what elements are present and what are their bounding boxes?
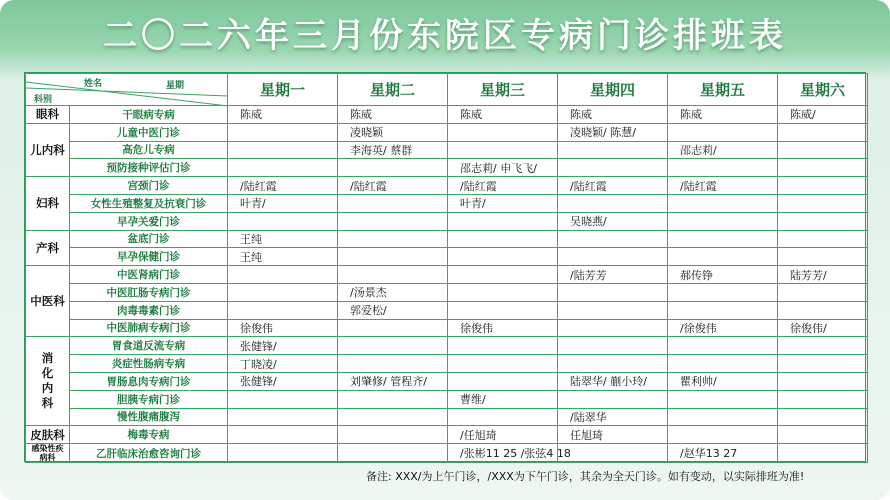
department-cell: 感染性疾病科	[26, 444, 70, 463]
schedule-cell-mon	[228, 444, 338, 463]
schedule-cell-sat: 陈威/	[778, 106, 868, 124]
schedule-cell-fri: 陈威	[668, 106, 778, 124]
department-cell: 眼科	[26, 106, 70, 124]
day-header-tue: 星期二	[338, 74, 448, 106]
schedule-cell-sat	[778, 177, 868, 195]
schedule-cell-thu	[558, 248, 668, 266]
schedule-cell-wed: /陆红霞	[448, 177, 558, 195]
weekday-label: 星期	[166, 81, 185, 91]
schedule-cell-wed	[448, 266, 558, 284]
schedule-cell-sat	[778, 123, 868, 141]
schedule-cell-tue: 李海英/ 蔡群	[338, 141, 448, 159]
clinic-name-cell: 儿童中医门诊	[70, 123, 228, 141]
schedule-cell-wed	[448, 372, 558, 390]
clinic-name-cell: 早孕关爱门诊	[70, 212, 228, 230]
schedule-cell-tue	[338, 426, 448, 444]
clinic-name-cell: 中医肺病专病门诊	[70, 319, 228, 337]
schedule-cell-wed	[448, 212, 558, 230]
schedule-cell-fri: 瞿利帅/	[668, 372, 778, 390]
schedule-cell-fri	[668, 426, 778, 444]
schedule-cell-mon	[228, 141, 338, 159]
name-label: 姓名	[84, 79, 103, 89]
schedule-cell-thu	[558, 444, 668, 463]
schedule-cell-sat	[778, 301, 868, 319]
schedule-cell-wed: 曹维/	[448, 390, 558, 408]
header-row	[26, 74, 868, 106]
clinic-name-cell: 预防接种评估门诊	[70, 159, 228, 177]
schedule-cell-wed: 徐俊伟	[448, 319, 558, 337]
clinic-name-cell: 干眼病专病	[70, 106, 228, 124]
table-row	[26, 301, 868, 319]
schedule-cell-tue	[338, 390, 448, 408]
clinic-name-cell: 宫颈门诊	[70, 177, 228, 195]
schedule-cell-thu: 陈威	[558, 106, 668, 124]
table-row	[26, 266, 868, 284]
table-row	[26, 123, 868, 141]
corner-diagonal	[26, 74, 228, 106]
schedule-cell-fri	[668, 194, 778, 212]
schedule-cell-sat	[778, 194, 868, 212]
schedule-cell-fri	[668, 159, 778, 177]
schedule-cell-mon: 张健锋/	[228, 337, 338, 355]
schedule-cell-wed	[448, 337, 558, 355]
department-cell: 儿内科	[26, 123, 70, 176]
schedule-table-wrapper	[24, 72, 866, 462]
clinic-name-cell: 中医肾病门诊	[70, 266, 228, 284]
department-cell: 皮肤科	[26, 426, 70, 444]
table-row	[26, 194, 868, 212]
schedule-cell-tue: /陆红霞	[338, 177, 448, 195]
schedule-cell-fri	[668, 248, 778, 266]
table-row	[26, 283, 868, 301]
day-header-thu: 星期四	[558, 74, 668, 106]
schedule-cell-tue: 陈威	[338, 106, 448, 124]
department-cell: 消化内科	[26, 337, 70, 426]
schedule-cell-tue	[338, 266, 448, 284]
table-row	[26, 212, 868, 230]
schedule-cell-tue	[338, 444, 448, 463]
schedule-cell-sat: 陆芳芳/	[778, 266, 868, 284]
clinic-name-cell: 梅毒专病	[70, 426, 228, 444]
clinic-name-cell: 炎症性肠病专病	[70, 355, 228, 373]
page-title: 二〇二六年三月份东院区专病门诊排班表	[103, 16, 787, 56]
schedule-cell-thu: 任旭琦	[558, 426, 668, 444]
schedule-cell-tue	[338, 194, 448, 212]
table-row	[26, 159, 868, 177]
schedule-cell-wed	[448, 248, 558, 266]
schedule-cell-thu	[558, 301, 668, 319]
schedule-cell-thu	[558, 194, 668, 212]
schedule-cell-mon	[228, 283, 338, 301]
table-row	[26, 319, 868, 337]
schedule-cell-sat	[778, 212, 868, 230]
schedule-cell-wed: /任旭琦	[448, 426, 558, 444]
schedule-cell-wed	[448, 301, 558, 319]
table-row	[26, 337, 868, 355]
schedule-cell-tue	[338, 248, 448, 266]
schedule-cell-fri: /徐俊伟	[668, 319, 778, 337]
department-cell: 中医科	[26, 266, 70, 337]
schedule-cell-mon: 丁晓凌/	[228, 355, 338, 373]
day-header-sat: 星期六	[778, 74, 868, 106]
clinic-name-cell: 胃食道反流专病	[70, 337, 228, 355]
schedule-cell-sat	[778, 355, 868, 373]
schedule-cell-fri	[668, 230, 778, 248]
schedule-cell-tue	[338, 230, 448, 248]
schedule-cell-thu	[558, 141, 668, 159]
clinic-name-cell: 盆底门诊	[70, 230, 228, 248]
schedule-cell-sat	[778, 408, 868, 426]
schedule-cell-wed: 陈威	[448, 106, 558, 124]
schedule-cell-mon: 徐俊伟	[228, 319, 338, 337]
schedule-cell-tue	[338, 355, 448, 373]
schedule-cell-sat	[778, 390, 868, 408]
schedule-cell-fri	[668, 355, 778, 373]
table-row	[26, 248, 868, 266]
schedule-cell-mon	[228, 123, 338, 141]
schedule-cell-thu: 陆翠华/ 蒯小玲/	[558, 372, 668, 390]
schedule-cell-thu: 凌晓颖/ 陈慧/	[558, 123, 668, 141]
schedule-cell-fri	[668, 283, 778, 301]
table-row	[26, 355, 868, 373]
clinic-name-cell: 早孕保健门诊	[70, 248, 228, 266]
schedule-cell-mon	[228, 390, 338, 408]
schedule-cell-tue	[338, 337, 448, 355]
day-header-mon: 星期一	[228, 74, 338, 106]
table-row	[26, 444, 868, 463]
clinic-name-cell: 胃肠息肉专病门诊	[70, 372, 228, 390]
schedule-cell-wed	[448, 141, 558, 159]
clinic-name-cell: 慢性腹痛腹泻	[70, 408, 228, 426]
schedule-cell-fri	[668, 123, 778, 141]
schedule-cell-wed: /张彬11 25 /张弦4 18	[448, 444, 558, 463]
schedule-cell-fri: 邵志莉/	[668, 141, 778, 159]
schedule-cell-mon: 王纯	[228, 248, 338, 266]
table-row	[26, 372, 868, 390]
schedule-cell-sat	[778, 248, 868, 266]
schedule-cell-sat	[778, 372, 868, 390]
table-row	[26, 230, 868, 248]
schedule-cell-wed	[448, 230, 558, 248]
schedule-cell-mon	[228, 266, 338, 284]
day-header-fri: 星期五	[668, 74, 778, 106]
schedule-cell-tue	[338, 319, 448, 337]
schedule-cell-mon: 张健锋/	[228, 372, 338, 390]
schedule-cell-fri: /陆红霞	[668, 177, 778, 195]
schedule-cell-sat: 徐俊伟/	[778, 319, 868, 337]
schedule-cell-mon	[228, 408, 338, 426]
table-row	[26, 177, 868, 195]
schedule-cell-sat	[778, 141, 868, 159]
corner-header	[26, 74, 228, 106]
schedule-cell-fri	[668, 212, 778, 230]
clinic-name-cell: 中医肛肠专病门诊	[70, 283, 228, 301]
schedule-cell-wed	[448, 123, 558, 141]
table-row	[26, 106, 868, 124]
schedule-cell-sat	[778, 444, 868, 463]
schedule-cell-fri: 郝传铮	[668, 266, 778, 284]
schedule-cell-thu	[558, 159, 668, 177]
table-row	[26, 426, 868, 444]
schedule-cell-thu	[558, 390, 668, 408]
schedule-cell-wed	[448, 408, 558, 426]
clinic-name-cell: 胆胰专病门诊	[70, 390, 228, 408]
schedule-cell-sat	[778, 159, 868, 177]
schedule-cell-fri	[668, 337, 778, 355]
schedule-cell-mon: 王纯	[228, 230, 338, 248]
table-row	[26, 408, 868, 426]
schedule-cell-tue: 郭爱松/	[338, 301, 448, 319]
schedule-cell-sat	[778, 230, 868, 248]
clinic-name-cell: 乙肝临床治愈咨询门诊	[70, 444, 228, 463]
schedule-cell-mon	[228, 159, 338, 177]
schedule-cell-thu: /陆芳芳	[558, 266, 668, 284]
schedule-cell-mon	[228, 301, 338, 319]
schedule-cell-thu	[558, 355, 668, 373]
schedule-body	[26, 106, 868, 463]
schedule-cell-thu: /陆翠华	[558, 408, 668, 426]
clinic-name-cell: 高危儿专病	[70, 141, 228, 159]
table-row	[26, 390, 868, 408]
schedule-table	[25, 73, 868, 463]
schedule-cell-wed	[448, 355, 558, 373]
schedule-cell-sat	[778, 426, 868, 444]
schedule-cell-wed: 叶青/	[448, 194, 558, 212]
schedule-cell-fri: /赵华13 27	[668, 444, 778, 463]
schedule-cell-tue	[338, 159, 448, 177]
schedule-cell-fri	[668, 408, 778, 426]
schedule-cell-mon: 陈威	[228, 106, 338, 124]
schedule-cell-sat	[778, 337, 868, 355]
schedule-cell-fri	[668, 301, 778, 319]
department-cell: 妇科	[26, 177, 70, 230]
day-header-wed: 星期三	[448, 74, 558, 106]
schedule-cell-thu	[558, 283, 668, 301]
schedule-cell-thu: /陆红霞	[558, 177, 668, 195]
schedule-cell-thu	[558, 337, 668, 355]
table-row	[26, 141, 868, 159]
schedule-cell-mon	[228, 212, 338, 230]
clinic-name-cell: 肉毒毒素门诊	[70, 301, 228, 319]
dept-label: 科别	[34, 95, 53, 105]
clinic-name-cell: 女性生殖整复及抗衰门诊	[70, 194, 228, 212]
schedule-cell-tue	[338, 408, 448, 426]
schedule-cell-thu	[558, 319, 668, 337]
schedule-cell-tue	[338, 212, 448, 230]
schedule-cell-thu: 吴晓燕/	[558, 212, 668, 230]
schedule-cell-mon: 叶青/	[228, 194, 338, 212]
schedule-cell-tue: 刘肇修/ 管程齐/	[338, 372, 448, 390]
schedule-cell-mon	[228, 426, 338, 444]
schedule-cell-wed	[448, 283, 558, 301]
schedule-cell-mon: /陆红霞	[228, 177, 338, 195]
schedule-cell-thu	[558, 230, 668, 248]
schedule-cell-tue: 凌晓颖	[338, 123, 448, 141]
schedule-cell-tue: /汤景杰	[338, 283, 448, 301]
schedule-cell-wed: 邵志莉/ 申飞飞/	[448, 159, 558, 177]
schedule-cell-fri	[668, 390, 778, 408]
footer-note: 备注: XXX/为上午门诊，/XXX为下午门诊，其余为全天门诊。如有变动，以实际排班为准!	[366, 470, 805, 483]
department-cell: 产科	[26, 230, 70, 266]
schedule-cell-sat	[778, 283, 868, 301]
